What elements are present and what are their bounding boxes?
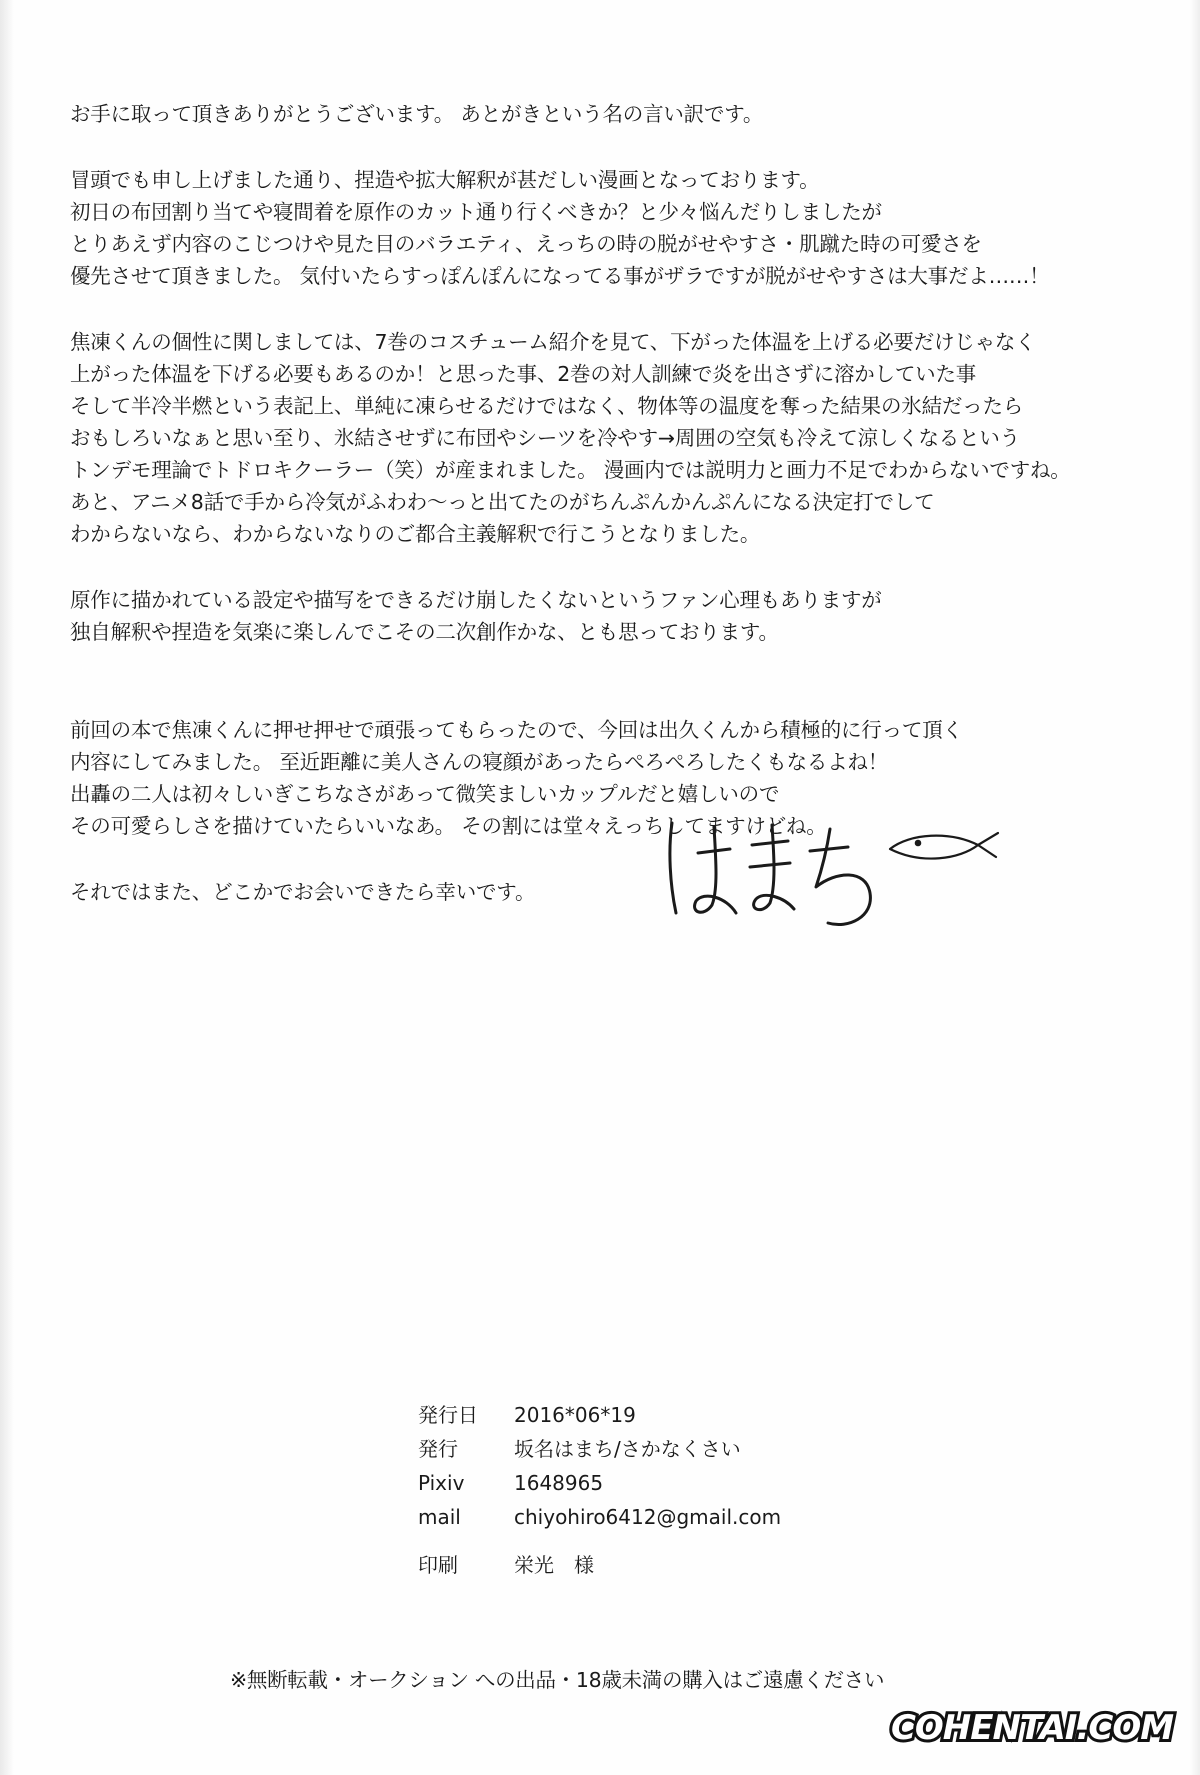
author-signature xyxy=(660,805,1040,940)
afterword-text xyxy=(70,98,1150,908)
watermark-logo xyxy=(882,1691,1182,1761)
afterword-line: その可愛らしさを描けていたらいいなあ。 その割には堂々えっちしてますけどね。 xyxy=(70,814,827,838)
afterword-line: わからないなら、わからないなりのご都合主義解釈で行こうとなりました。 xyxy=(70,522,761,546)
afterword-line: 上がった体温を下げる必要もあるのか！と思った事、2巻の対人訓練で炎を出さずに溶かしていた事 xyxy=(70,362,977,386)
afterword-line: 初日の布団割り当てや寝間着を原作のカット通り行くべきか？と少々悩んだりしましたが xyxy=(70,200,882,224)
afterword-line: お手に取って頂きありがとうございます。 あとがきという名の言い訳です。 xyxy=(70,102,764,126)
afterword-line: 前回の本で焦凍くんに押せ押せで頑張ってもらったので、今回は出久くんから積極的に行って頂く xyxy=(70,718,963,742)
reprint-notice: ※無断転載・オークション への出品・18歳未満の購入はご遠慮ください xyxy=(230,1668,885,1692)
colophon-row-date xyxy=(418,1398,938,1432)
afterword-line: それではまた、どこかでお会いできたら幸いです。 xyxy=(70,880,536,904)
colophon-key: 印刷 xyxy=(418,1553,458,1577)
colophon-value: chiyohiro6412@gmail.com xyxy=(514,1505,782,1529)
afterword-line: 焦凍くんの個性に関しましては、7巻のコスチューム紹介を見て、下がった体温を上げる必要だけじゃなく xyxy=(70,330,1036,354)
colophon-row-mail xyxy=(418,1500,938,1534)
colophon-row-printer xyxy=(418,1548,938,1582)
afterword-line: 原作に描かれている設定や描写をできるだけ崩したくないというファン心理もありますが xyxy=(70,588,882,612)
colophon-value: 栄光 様 xyxy=(514,1553,594,1577)
afterword-line: 出轟の二人は初々しいぎこちなさがあって微笑ましいカップルだと嬉しいので xyxy=(70,782,780,806)
colophon-value: 1648965 xyxy=(514,1471,604,1495)
fish-doodle-icon xyxy=(890,833,998,859)
colophon-key: 発行日 xyxy=(418,1403,478,1427)
afterword-line: おもしろいなぁと思い至り、氷結させずに布団やシーツを冷やす→周囲の空気も冷えて涼しくなるという xyxy=(70,426,1020,450)
afterword-line: トンデモ理論でトドロキクーラー（笑）が産まれました。 漫画内では説明力と画力不足でわからないですね。 xyxy=(70,458,1071,482)
afterword-line: そして半冷半燃という表記上、単純に凍らせるだけではなく、物体等の温度を奪った結果の氷結だったら xyxy=(70,394,1024,418)
colophon-key: 発行 xyxy=(418,1437,458,1461)
colophon xyxy=(418,1398,938,1582)
afterword-line: 優先させて頂きました。 気付いたらすっぽんぽんになってる事がザラですが脱がせやすさは大事だよ……！ xyxy=(70,264,1050,288)
afterword-line: 冒頭でも申し上げました通り、捏造や拡大解釈が甚だしい漫画となっております。 xyxy=(70,168,820,192)
colophon-row-pixiv xyxy=(418,1466,938,1500)
afterword-line: 独自解釈や捏造を気楽に楽しんでこその二次創作かな、とも思っております。 xyxy=(70,620,779,644)
afterword-line: とりあえず内容のこじつけや見た目のバラエティ、えっちの時の脱がせやすさ・肌蹴た時の可愛さを xyxy=(70,232,982,256)
colophon-key: Pixiv xyxy=(418,1471,465,1495)
watermark-text: COHENTAI.COM xyxy=(890,1708,1174,1748)
colophon-value: 坂名はまち/さかなくさい xyxy=(514,1437,741,1461)
afterword-line: あと、アニメ8話で手から冷気がふわわ～っと出てたのがちんぷんかんぷんになる決定打でして xyxy=(70,490,935,514)
page-edge-shadow-right xyxy=(1190,0,1200,1775)
afterword-line: 内容にしてみました。 至近距離に美人さんの寝顔があったらぺろぺろしたくもなるよね！ xyxy=(70,750,889,774)
colophon-value: 2016*06*19 xyxy=(514,1403,636,1427)
colophon-key: mail xyxy=(418,1505,461,1529)
page-edge-shadow-left xyxy=(0,0,14,1775)
colophon-row-publisher xyxy=(418,1432,938,1466)
